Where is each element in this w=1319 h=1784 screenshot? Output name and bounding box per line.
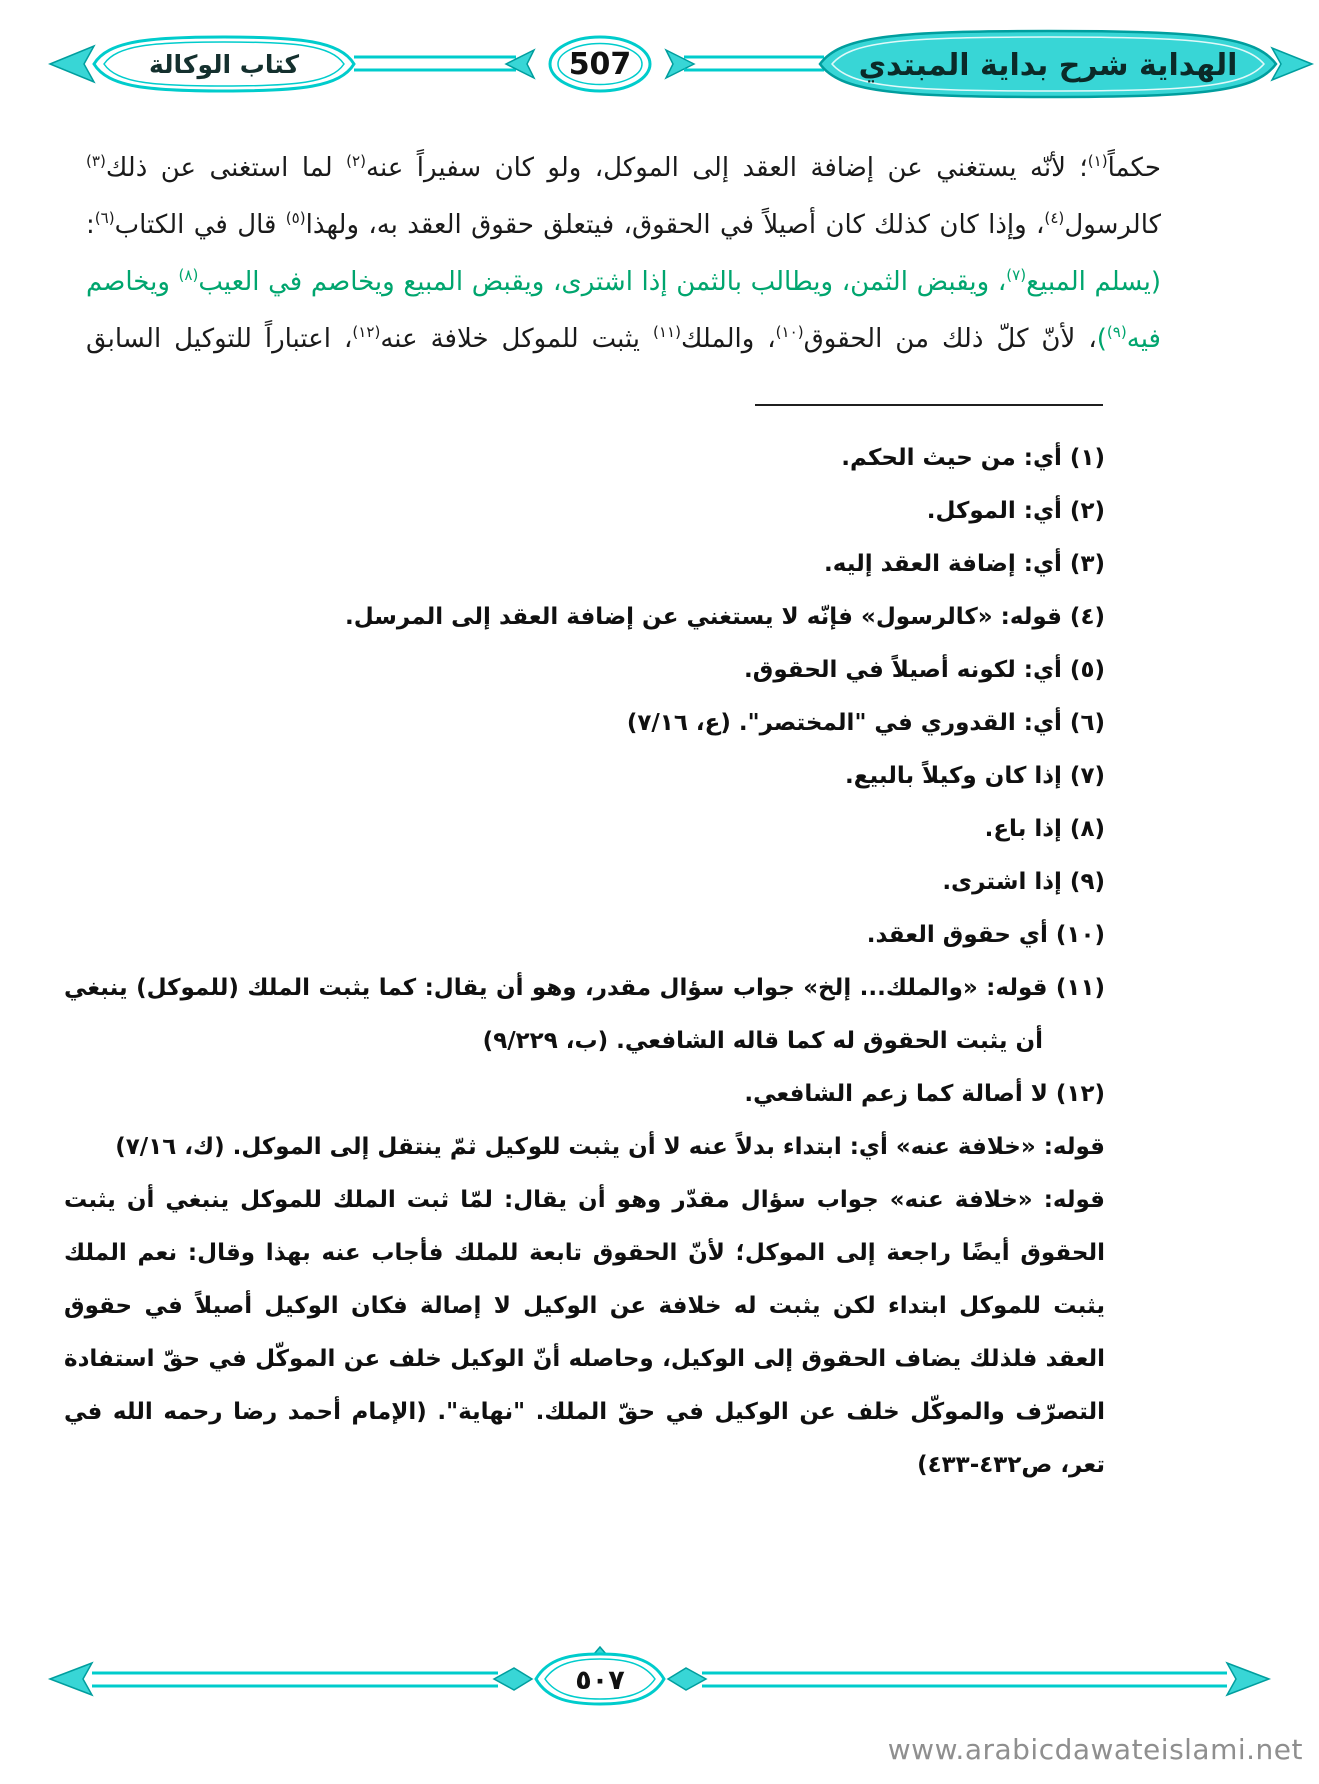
footnote-separator: [755, 404, 1103, 406]
footnote-item: (١) أي: من حيث الحكم.: [841, 445, 1105, 471]
footnote-item: (٧) إذا كان وكيلاً بالبيع.: [845, 763, 1105, 789]
footnote-item: (١١) قوله: «والملك... إلخ» جواب سؤال مقدر، وهو أن يقال: كما يثبت الملك (للموكل) ينبغي أن يثبت الحقوق له كما قاله الشافعي. (ب، ٩/٢٢٩): [64, 975, 1105, 1054]
footer-rule-left: [92, 1673, 498, 1686]
footer-rule-right: [702, 1673, 1227, 1686]
footnote-item: (٤) قوله: «كالرسول» فإنّه لا يستغني عن إضافة العقد إلى المرسل.: [345, 604, 1105, 630]
kitab-title: كتاب الوكالة: [148, 50, 300, 79]
header-left-finial-icon: [50, 46, 94, 82]
book-logo-calligraphy: الهداية شرح بداية المبتدي: [858, 48, 1238, 83]
page-number-cartouche-bottom: [536, 1647, 664, 1704]
header-ornament-left-icon: [506, 50, 534, 78]
footnotes-section: [64, 432, 1105, 1492]
header-rule-left: [354, 57, 516, 70]
page-number-bottom: ٥٠٧: [575, 1665, 625, 1696]
kitab-cartouche: [94, 37, 354, 91]
page-header: [0, 24, 1319, 104]
footnote-item: (٣) أي: إضافة العقد إليه.: [824, 551, 1105, 577]
body-text: حكماً$^{(١)}$؛ لأنّه يستغني عن إضافة العقد إلى الموكل، ولو كان سفيراً عنه$^{(٢)}$ لما استغنى عن ذلك$^{(٣)}$ كالرسول$^{(٤)}$، وإذا كان كذلك كان أصيلاً في الحقوق، فيتعلق حقوق العقد به، ولهذا$^{(٥)}$ قال في الكتاب$^{(٦)}$: (يسلم المبيع$^{(٧)}$، ويقبض الثمن، ويطالب بالثمن إذا اشترى، ويقبض المبيع ويخاصم في العيب$^{(٨)}$ ويخاصم فيه$^{(٩)}$)، لأنّ كلّ ذلك من الحقوق$^{(١٠)}$، والملك$^{(١١)}$ يثبت للموكل خلافة عنه$^{(١٢)}$، اعتباراً للتوكيل السابق: [86, 152, 1161, 354]
footer-ornament: [0, 1646, 1319, 1712]
page-main: [0, 140, 1319, 1492]
footnote-item: (١٢) لا أصالة كما زعم الشافعي.: [744, 1081, 1105, 1107]
footnote-item: (٦) أي: القدوري في "المختصر". (ع، ٧/١٦): [626, 710, 1105, 736]
footnote-item: (٢) أي: الموكل.: [926, 498, 1105, 524]
footnote-item: (٨) إذا باع.: [984, 816, 1105, 842]
footnote-item: قوله: «خلافة عنه» أي: ابتداء بدلاً عنه لا أن يثبت للوكيل ثمّ ينتقل إلى الموكل. (ك، ٧/١٦): [115, 1134, 1105, 1160]
watermark-text: www.arabicdawateislami.net: [887, 1733, 1303, 1766]
logo-cartouche: [820, 31, 1276, 97]
header-ornament-right-icon: [666, 50, 694, 78]
footnote-item: (٥) أي: لكونه أصيلاً في الحقوق.: [744, 657, 1105, 683]
footnote-item: قوله: «خلافة عنه» جواب سؤال مقدّر وهو أن يقال: لمّا ثبت الملك للموكل ينبغي أن يثبت الحقوق أيضًا راجعة إلى الموكل؛ لأنّ الحقوق تابعة للملك فأجاب عنه بهذا وقال: نعم الملك يثبت للموكل ابتداء لكن يثبت له خلافة عن الوكيل لا إصالة فكان الوكيل أصيلاً في حقوق العقد فلذلك يضاف الحقوق إلى الوكيل، وحاصله أنّ الوكيل خلف عن الموكّل في حقّ استفادة التصرّف والموكّل خلف عن الوكيل في حقّ الملك. "نهاية". (الإمام أحمد رضا رحمه الله في تعر، ص٤٣٢-٤٣٣): [64, 1187, 1105, 1478]
book-page: [0, 24, 1319, 1784]
footer-ornament-left-icon: [494, 1668, 532, 1690]
footnote-item: (٩) إذا اشترى.: [942, 869, 1105, 895]
footer-ornament-right-icon: [668, 1668, 706, 1690]
header-ornament: [0, 24, 1319, 104]
footer-left-finial-icon: [50, 1663, 92, 1695]
header-right-finial-icon: [1272, 48, 1312, 80]
footer-right-finial-icon: [1227, 1663, 1269, 1695]
footnote-item: (١٠) أي حقوق العقد.: [866, 922, 1105, 948]
header-rule-right: [684, 57, 824, 70]
page-number-oval: [550, 37, 650, 91]
page-number-top: 507: [568, 47, 632, 82]
